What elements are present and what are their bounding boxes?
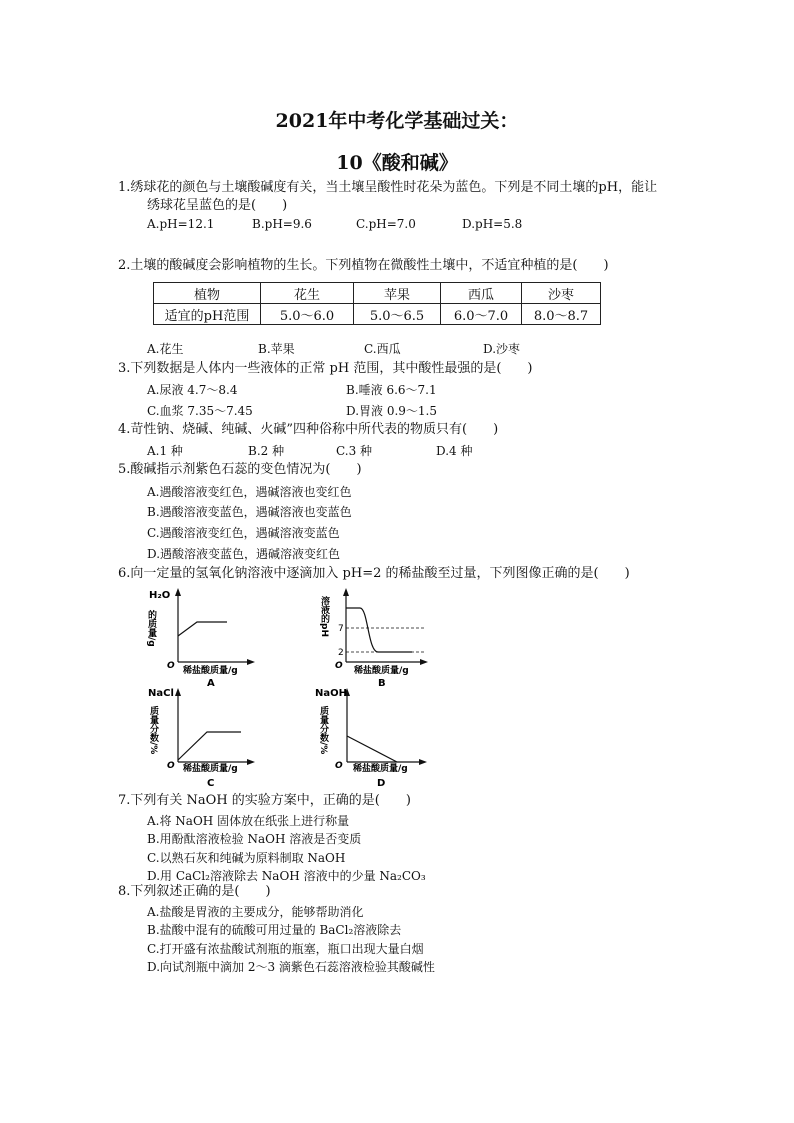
graph-a[interactable] (145, 586, 265, 692)
curve (178, 732, 241, 760)
q7-option-d[interactable]: D.用 CaCl₂溶液除去 NaOH 溶液中的少量 Na₂CO₃ (147, 869, 426, 883)
q7-option-a[interactable]: A.将 NaOH 固体放在纸张上进行称量 (147, 814, 350, 828)
graph-c-svg (145, 686, 265, 788)
q5-option-c[interactable]: C.遇酸溶液变红色，遇碱溶液变蓝色 (147, 526, 340, 540)
table-cell: 苹果 (354, 283, 441, 304)
table-cell: 5.0～6.0 (261, 304, 354, 325)
x-label: 稀盐酸质量/g (183, 666, 238, 676)
question-6-stem: 6.向一定量的氢氧化钠溶液中逐滴加入 pH=2 的稀盐酸至过量，下列图像正确的是( ) (118, 566, 630, 581)
q7-option-c[interactable]: C.以熟石灰和纯碱为原料制取 NaOH (147, 851, 346, 865)
q1-option-d[interactable]: D.pH=5.8 (462, 217, 523, 231)
document-title: 2021年中考化学基础过关： (275, 110, 519, 132)
q8-option-d[interactable]: D.向试剂瓶中滴加 2～3 滴紫色石蕊溶液检验其酸碱性 (147, 960, 435, 974)
q5-option-d[interactable]: D.遇酸溶液变蓝色，遇碱溶液变红色 (147, 547, 341, 561)
question-2-stem: 2.土壤的酸碱度会影响植物的生长。下列植物在微酸性土壤中，不适宜种植的是( ) (118, 258, 609, 273)
graph-b[interactable] (320, 586, 440, 692)
q4-option-a[interactable]: A.1 种 (147, 444, 183, 458)
x-axis-arrow (419, 759, 427, 765)
graph-d[interactable] (313, 686, 437, 792)
graph-letter: B (378, 678, 386, 688)
q7-option-b[interactable]: B.用酚酞溶液检验 NaOH 溶液是否变质 (147, 832, 362, 846)
y-label-top: H₂O (149, 590, 171, 601)
question-3-stem: 3.下列数据是人体内一些液体的正常 pH 范围，其中酸性最强的是( ) (118, 361, 533, 376)
y-label: 溶液的pH (320, 596, 329, 637)
y-axis-arrow (343, 588, 349, 596)
y-axis-arrow (175, 688, 181, 696)
q2-option-d[interactable]: D.沙枣 (483, 342, 521, 356)
x-axis-arrow (247, 759, 255, 765)
table-cell: 西瓜 (441, 283, 522, 304)
question-1-stem: 1.绣球花的颜色与土壤酸碱度有关，当土壤呈酸性时花朵为蓝色。下列是不同土壤的pH，能让 (118, 180, 658, 195)
q4-option-b[interactable]: B.2 种 (248, 444, 285, 458)
table-row (154, 283, 601, 304)
q1-option-c[interactable]: C.pH=7.0 (356, 217, 416, 231)
graph-c[interactable] (145, 686, 265, 792)
q2-option-a[interactable]: A.花生 (147, 342, 184, 356)
origin-label: O (335, 761, 343, 771)
q8-option-a[interactable]: A.盐酸是胃液的主要成分，能够帮助消化 (147, 905, 364, 919)
q4-option-d[interactable]: D.4 种 (436, 444, 473, 458)
table-row (154, 304, 601, 325)
question-1-stem-cont: 绣球花呈蓝色的是( ) (147, 198, 288, 213)
table-cell: 8.0～8.7 (522, 304, 601, 325)
curve (178, 622, 227, 636)
tick-label-2: 2 (338, 648, 344, 658)
x-label: 稀盐酸质量/g (353, 764, 408, 774)
question-4-stem: 4.苛性钠、烧碱、纯碱、火碱”四种俗称中所代表的物质只有( ) (118, 422, 499, 437)
curve (346, 608, 412, 652)
y-axis-arrow (175, 588, 181, 596)
tick-label-7: 7 (338, 624, 344, 634)
origin-label: O (167, 761, 175, 771)
q2-option-c[interactable]: C.西瓜 (364, 342, 401, 356)
q2-option-b[interactable]: B.苹果 (258, 342, 295, 356)
ph-range-table (153, 282, 601, 325)
table-cell: 6.0～7.0 (441, 304, 522, 325)
y-label-top: NaCl (148, 688, 174, 699)
q5-option-a[interactable]: A.遇酸溶液变红色，遇碱溶液也变红色 (147, 485, 352, 499)
x-axis-arrow (247, 659, 255, 665)
table-cell: 植物 (154, 283, 261, 304)
table-cell: 5.0～6.5 (354, 304, 441, 325)
table-cell: 花生 (261, 283, 354, 304)
table-cell: 沙枣 (522, 283, 601, 304)
graph-d-svg (313, 686, 437, 788)
q3-option-b[interactable]: B.唾液 6.6～7.1 (346, 383, 437, 397)
document-subtitle: 10《酸和碱》 (336, 152, 458, 174)
q3-option-c[interactable]: C.血浆 7.35～7.45 (147, 404, 253, 418)
question-7-stem: 7.下列有关 NaOH 的实验方案中，正确的是( ) (118, 793, 411, 808)
graph-a-svg (145, 586, 265, 688)
table-cell: 适宜的pH范围 (154, 304, 261, 325)
q3-option-a[interactable]: A.尿液 4.7～8.4 (147, 383, 238, 397)
origin-label: O (335, 661, 343, 671)
question-8-stem: 8.下列叙述正确的是( ) (118, 884, 271, 899)
x-label: 稀盐酸质量/g (183, 764, 238, 774)
y-label-top: NaOH (315, 688, 347, 699)
y-label: 质量分数/% (148, 706, 158, 755)
y-label: 的质量/g (146, 610, 156, 647)
q8-option-c[interactable]: C.打开盛有浓盐酸试剂瓶的瓶塞，瓶口出现大量白烟 (147, 942, 424, 956)
q1-option-a[interactable]: A.pH=12.1 (147, 217, 215, 231)
question-5-stem: 5.酸碱指示剂紫色石蕊的变色情况为( ) (118, 462, 362, 477)
x-label: 稀盐酸质量/g (354, 666, 409, 676)
q8-option-b[interactable]: B.盐酸中混有的硫酸可用过量的 BaCl₂溶液除去 (147, 923, 402, 937)
q4-option-c[interactable]: C.3 种 (336, 444, 373, 458)
q5-option-b[interactable]: B.遇酸溶液变蓝色，遇碱溶液也变蓝色 (147, 505, 352, 519)
origin-label: O (167, 661, 175, 671)
q1-option-b[interactable]: B.pH=9.6 (252, 217, 312, 231)
curve (347, 736, 397, 762)
graph-b-svg (320, 586, 440, 688)
q3-option-d[interactable]: D.胃液 0.9～1.5 (346, 404, 437, 418)
graph-letter: A (207, 678, 215, 688)
graph-letter: D (377, 778, 386, 788)
graph-letter: C (207, 778, 215, 788)
x-axis-arrow (420, 659, 428, 665)
y-label: 质量分数/% (318, 706, 328, 755)
